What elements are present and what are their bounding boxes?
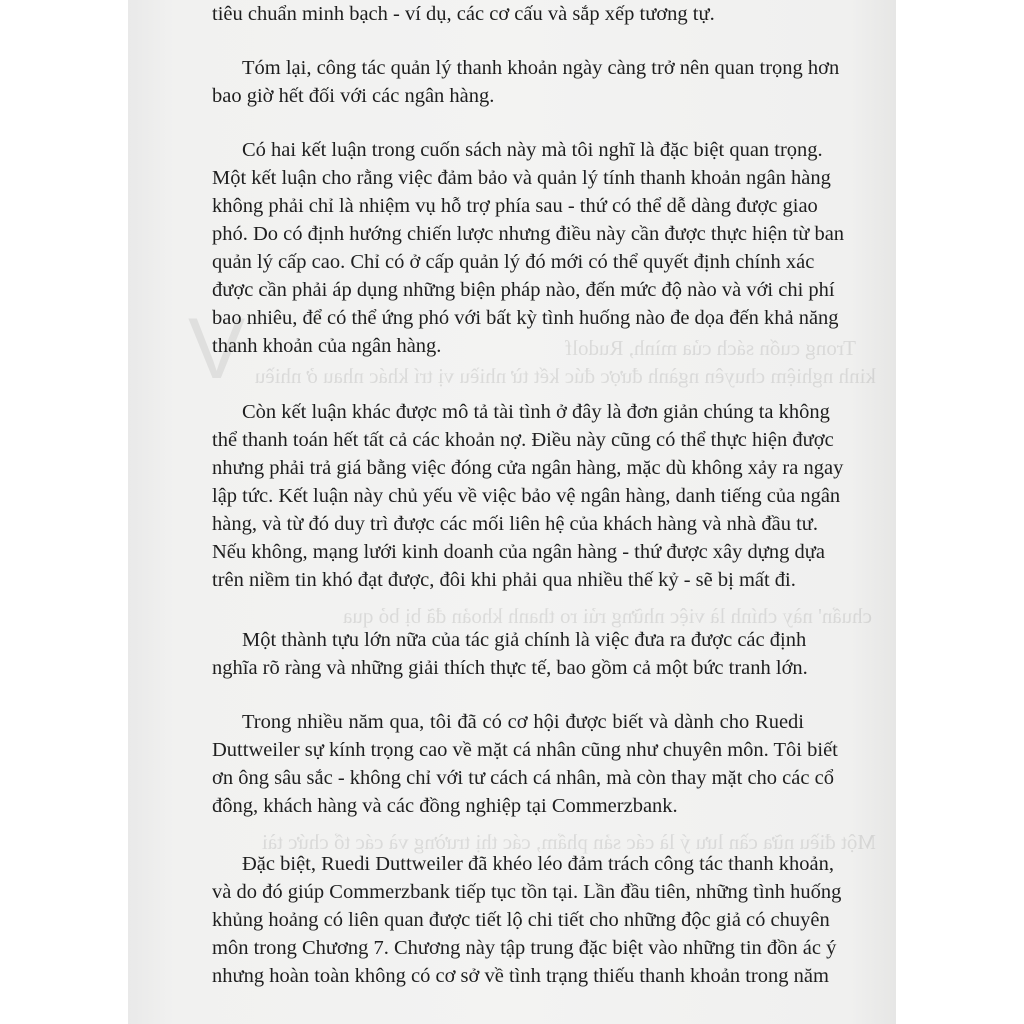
paragraph-first-line: Còn kết luận khác được mô tả tài tình ở đây là đơn giản chúng ta không bbox=[242, 401, 830, 423]
text-line: thể thanh toán hết tất cả các khoản nợ. Điều này cũng có thể thực hiện được bbox=[212, 429, 834, 451]
text-line: trên niềm tin khó đạt được, đôi khi phải qua nhiều thế kỷ - sẽ bị mất đi. bbox=[212, 569, 796, 591]
text-line: phó. Do có định hướng chiến lược nhưng điều này cần được thực hiện từ ban bbox=[212, 223, 845, 245]
text-line: hàng, và từ đó duy trì được các mối liên hệ của khách hàng và nhà đầu tư. bbox=[212, 513, 819, 535]
bleed-line: Trong cuốn sách của mình, Rudolf bbox=[565, 336, 856, 360]
text-line: nghĩa rõ ràng và những giải thích thực tế, bao gồm cả một bức tranh lớn. bbox=[212, 657, 808, 679]
bleed-line: chuẩn' này chính là việc những rủi ro thanh khoản đã bị bỏ qua bbox=[343, 604, 872, 628]
paragraph-first-line: Tóm lại, công tác quản lý thanh khoản ngày càng trở nên quan trọng hơn bbox=[242, 57, 840, 79]
text-line: được cần phải áp dụng những biện pháp nào, đến mức độ nào và với chi phí bbox=[212, 279, 835, 301]
text-line: Một kết luận cho rằng việc đảm bảo và quản lý tính thanh khoản ngân hàng bbox=[212, 167, 831, 189]
paragraph-first-line: Trong nhiều năm qua, tôi đã có cơ hội được biết và dành cho Ruedi bbox=[242, 711, 804, 733]
text-line: tiêu chuẩn minh bạch - ví dụ, các cơ cấu và sắp xếp tương tự. bbox=[212, 3, 715, 25]
text-line: Duttweiler sự kính trọng cao về mặt cá nhân cũng như chuyên môn. Tôi biết bbox=[212, 739, 838, 761]
text-line: thanh khoản của ngân hàng. bbox=[212, 335, 442, 357]
bleed-chapter-letter: V bbox=[188, 301, 246, 397]
paragraph-first-line: Một thành tựu lớn nữa của tác giả chính là việc đưa ra được các định bbox=[242, 629, 807, 651]
text-line: môn trong Chương 7. Chương này tập trung đặc biệt vào những tin đồn ác ý bbox=[212, 937, 837, 959]
text-line: đông, khách hàng và các đồng nghiệp tại Commerzbank. bbox=[212, 795, 678, 817]
text-line: khủng hoảng có liên quan được tiết lộ chi tiết cho những độc giả có chuyên bbox=[212, 909, 830, 931]
text-line: Nếu không, mạng lưới kinh doanh của ngân hàng - thứ được xây dựng dựa bbox=[212, 541, 825, 563]
text-line: và do đó giúp Commerzbank tiếp tục tồn tại. Lần đầu tiên, những tình huống bbox=[212, 881, 842, 903]
paragraph-first-line: Đặc biệt, Ruedi Duttweiler đã khéo léo đảm trách công tác thanh khoản, bbox=[242, 853, 835, 875]
text-line: không phải chỉ là nhiệm vụ hỗ trợ phía sau - thứ có thể dễ dàng được giao bbox=[212, 195, 818, 217]
text-line: ơn ông sâu sắc - không chỉ với tư cách cá nhân, mà còn thay mặt cho các cổ bbox=[212, 767, 834, 789]
text-line: bao giờ hết đối với các ngân hàng. bbox=[212, 85, 495, 107]
text-line: lập tức. Kết luận này chủ yếu về việc bảo vệ ngân hàng, danh tiếng của ngân bbox=[212, 485, 841, 507]
text-line: bao nhiêu, để có thể ứng phó với bất kỳ tình huống nào đe dọa đến khả năng bbox=[212, 307, 839, 329]
text-line: nhưng hoàn toàn không có cơ sở về tình trạng thiếu thanh khoản trong năm bbox=[212, 965, 829, 987]
bleed-line: Một điều nữa cần lưu ý là các sản phẩm, các thị trường và các tổ chức tài bbox=[261, 830, 876, 854]
text-line: nhưng phải trả giá bằng việc đóng cửa ngân hàng, mặc dù không xảy ra ngay bbox=[212, 457, 844, 479]
text-line: quản lý cấp cao. Chỉ có ở cấp quản lý đó mới có thể quyết định chính xác bbox=[212, 251, 815, 273]
paragraph-first-line: Có hai kết luận trong cuốn sách này mà tôi nghĩ là đặc biệt quan trọng. bbox=[242, 139, 823, 161]
book-page bbox=[128, 0, 896, 1024]
bleed-line: kinh nghiệm chuyên ngành được đúc kết từ nhiều vị trí khác nhau ở nhiều bbox=[254, 364, 876, 388]
page-text bbox=[128, 0, 896, 1024]
